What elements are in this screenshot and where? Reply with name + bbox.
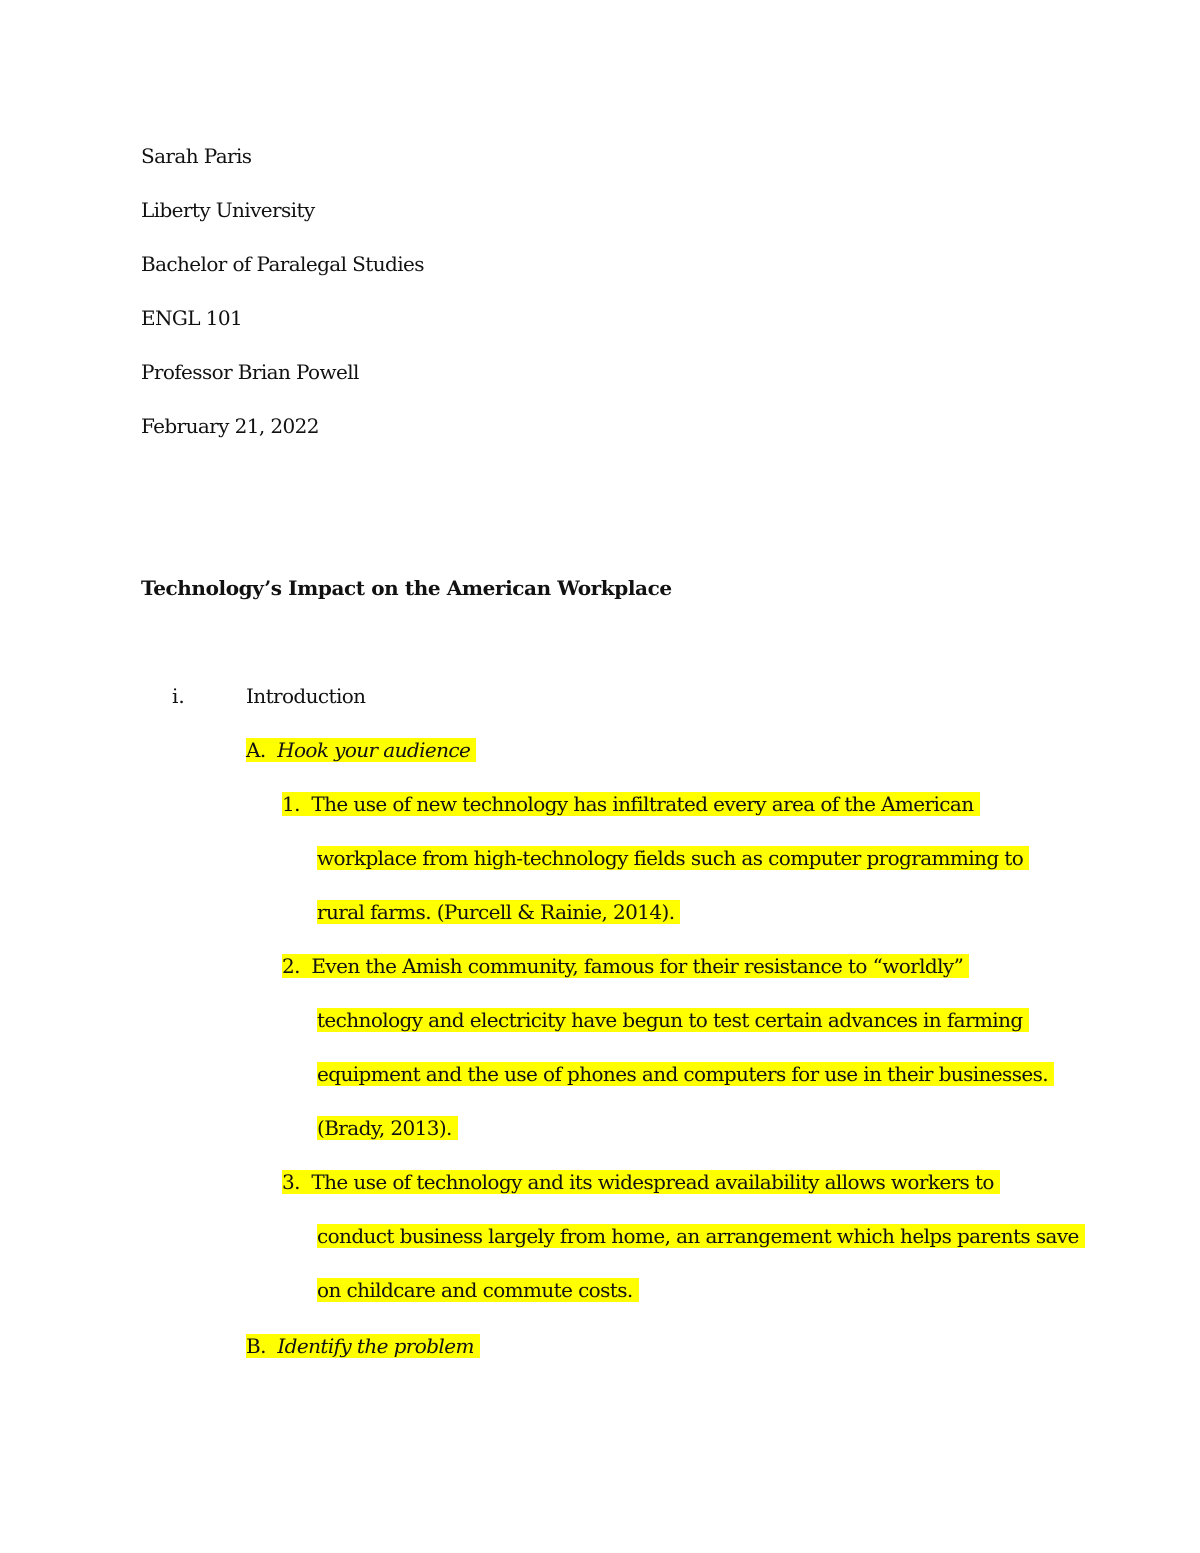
highlight <box>282 792 980 816</box>
outline-label-hook: Hook your audience <box>277 738 471 762</box>
outline-point-1-line-1 <box>282 790 980 818</box>
outline-point-3-line-1 <box>282 1168 1000 1196</box>
document-title: Technology’s Impact on the American Workplace <box>141 576 672 600</box>
outline-label-problem: Identify the problem <box>277 1334 474 1358</box>
outline-marker-1: 1. <box>282 792 300 816</box>
point-text: equipment and the use of phones and computers for use in their businesses. <box>317 1062 1054 1086</box>
outline-item-b <box>246 1332 480 1360</box>
highlight <box>282 954 969 978</box>
point-text: workplace from high-technology fields such as computer programming to <box>317 846 1029 870</box>
outline-point-3-line-3 <box>317 1276 639 1304</box>
outline-marker-b: B. <box>246 1334 266 1358</box>
point-text: rural farms. (Purcell & Rainie, 2014). <box>317 900 680 924</box>
outline-point-2-line-3 <box>317 1060 1054 1088</box>
outline-marker-3: 3. <box>282 1170 300 1194</box>
outline-point-1-line-2 <box>317 844 1029 872</box>
point-text: technology and electricity have begun to test certain advances in farming <box>317 1008 1029 1032</box>
point-text: The use of new technology has infiltrated every area of the American <box>311 792 974 816</box>
outline-point-2-line-1 <box>282 952 969 980</box>
outline-marker-i: i. <box>172 684 185 708</box>
outline-point-3-line-2 <box>317 1222 1085 1250</box>
outline-marker-2: 2. <box>282 954 300 978</box>
point-text: Even the Amish community, famous for their resistance to “worldly” <box>311 954 964 978</box>
document-date: February 21, 2022 <box>141 414 319 438</box>
author-name: Sarah Paris <box>141 144 252 168</box>
outline-marker-a: A. <box>246 738 266 762</box>
outline-point-1-line-3 <box>317 898 680 926</box>
professor-name: Professor Brian Powell <box>141 360 359 384</box>
course-name: ENGL 101 <box>141 306 243 330</box>
highlight <box>246 738 476 762</box>
school-name: Liberty University <box>141 198 315 222</box>
point-text: conduct business largely from home, an arrangement which helps parents save <box>317 1224 1085 1248</box>
point-text: (Brady, 2013). <box>317 1116 458 1140</box>
outline-point-2-line-2 <box>317 1006 1029 1034</box>
highlight <box>282 1170 1000 1194</box>
program-name: Bachelor of Paralegal Studies <box>141 252 424 276</box>
highlight <box>246 1334 480 1358</box>
point-text: The use of technology and its widespread availability allows workers to <box>311 1170 994 1194</box>
outline-item-a <box>246 736 476 764</box>
outline-heading-introduction: Introduction <box>246 684 366 708</box>
point-text: on childcare and commute costs. <box>317 1278 639 1302</box>
outline-point-2-line-4 <box>317 1114 458 1142</box>
